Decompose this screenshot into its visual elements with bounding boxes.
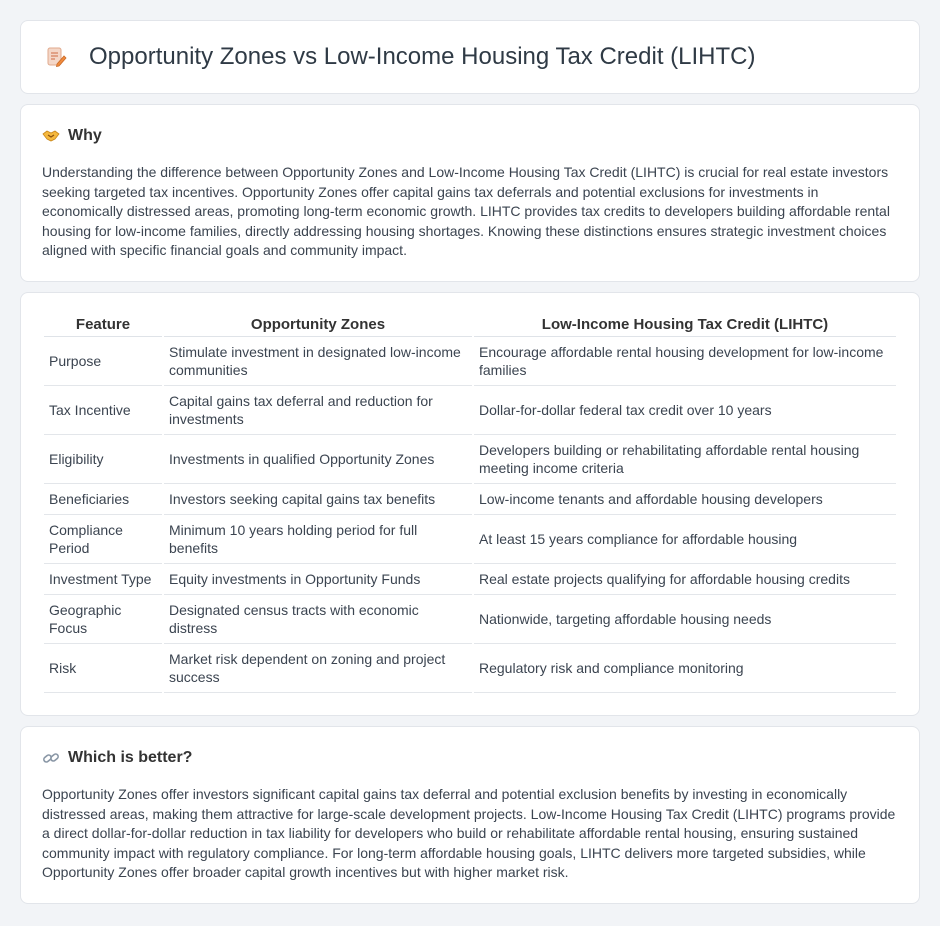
why-heading-row (42, 127, 898, 145)
table-row (44, 515, 896, 564)
table-cell: Encourage affordable rental housing development for low-income families (474, 337, 896, 386)
table-cell: Beneficiaries (44, 484, 162, 515)
table-cell: Compliance Period (44, 515, 162, 564)
page-title: Opportunity Zones vs Low-Income Housing Tax Credit (LIHTC) (89, 43, 756, 70)
table-header-row (44, 313, 896, 337)
table-row (44, 386, 896, 435)
comparison-table (42, 313, 898, 693)
table-cell: Market risk dependent on zoning and project success (164, 644, 472, 693)
table-cell: Investment Type (44, 564, 162, 595)
which-is-better-section (20, 726, 920, 904)
header-card (20, 20, 920, 94)
table-cell: Minimum 10 years holding period for full benefits (164, 515, 472, 564)
table-row (44, 435, 896, 484)
table-row (44, 337, 896, 386)
table-cell: Low-income tenants and affordable housing developers (474, 484, 896, 515)
table-cell: Tax Incentive (44, 386, 162, 435)
handshake-icon (42, 127, 60, 145)
why-text: Understanding the difference between Opportunity Zones and Low-Income Housing Tax Credit (LIHTC) is crucial for real estate investors seeking targeted tax incentives. Opportunity Zones offer capital gains tax deferrals and potential exclusions for investments in economically distressed areas, promoting long-term economic growth. LIHTC provides tax credits to developers building affordable rental housing for low-income families, directly addressing housing shortages. Knowing these distinctions ensures strategic investment choices aligned with specific financial goals and community impact. (42, 164, 890, 259)
header-opportunity-zones: Opportunity Zones (164, 313, 472, 337)
table-cell: Dollar-for-dollar federal tax credit over 10 years (474, 386, 896, 435)
header-lihtc: Low-Income Housing Tax Credit (LIHTC) (474, 313, 896, 337)
why-section (20, 104, 920, 282)
table-cell: At least 15 years compliance for affordable housing (474, 515, 896, 564)
table-cell: Geographic Focus (44, 595, 162, 644)
table-cell: Eligibility (44, 435, 162, 484)
comparison-table-card (20, 292, 920, 716)
header-feature: Feature (44, 313, 162, 337)
link-icon (42, 749, 60, 767)
better-heading: Which is better? (68, 749, 193, 766)
table-cell: Developers building or rehabilitating affordable rental housing meeting income criteria (474, 435, 896, 484)
table-row (44, 595, 896, 644)
table-cell: Stimulate investment in designated low-income communities (164, 337, 472, 386)
table-cell: Purpose (44, 337, 162, 386)
better-heading-row (42, 749, 898, 767)
table-cell: Risk (44, 644, 162, 693)
table-cell: Capital gains tax deferral and reduction for investments (164, 386, 472, 435)
document-pencil-icon (45, 46, 67, 68)
table-cell: Real estate projects qualifying for affordable housing credits (474, 564, 896, 595)
why-heading: Why (68, 127, 102, 144)
table-row (44, 484, 896, 515)
table-cell: Investments in qualified Opportunity Zones (164, 435, 472, 484)
table-cell: Nationwide, targeting affordable housing needs (474, 595, 896, 644)
table-cell: Investors seeking capital gains tax benefits (164, 484, 472, 515)
table-row (44, 644, 896, 693)
better-text: Opportunity Zones offer investors significant capital gains tax deferral and potential exclusion benefits by investing in economically distressed areas, making them attractive for large-scale development projects. Low-Income Housing Tax Credit (LIHTC) programs provide a direct dollar-for-dollar reduction in tax liability for developers who build or rehabilitate affordable rental housing, ensuring sustained community impact with regulatory compliance. For long-term affordable housing goals, LIHTC delivers more targeted subsidies, while Opportunity Zones offer broader capital growth incentives but with higher market risk. (42, 786, 896, 881)
table-cell: Regulatory risk and compliance monitoring (474, 644, 896, 693)
table-cell: Equity investments in Opportunity Funds (164, 564, 472, 595)
table-cell: Designated census tracts with economic distress (164, 595, 472, 644)
table-row (44, 564, 896, 595)
